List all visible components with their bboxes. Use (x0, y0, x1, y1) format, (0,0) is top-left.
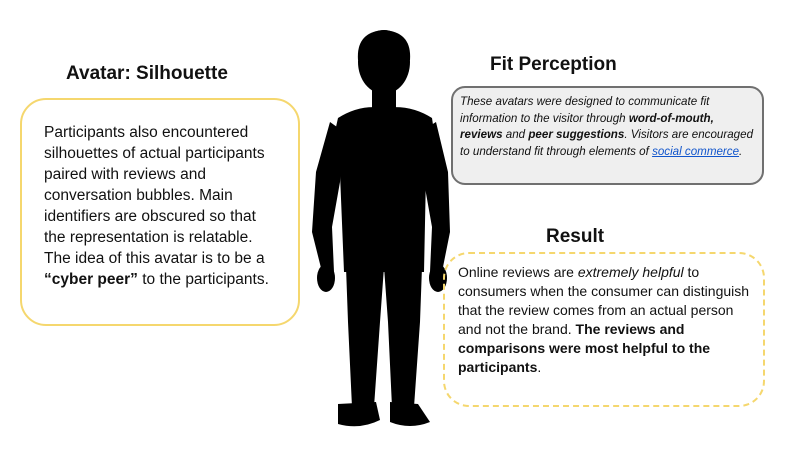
cyber-peer-bold: “cyber peer” (44, 271, 138, 288)
result-text-2: to consumers when the consumer can distinguish that the review comes from an actual person and not the brand. (458, 264, 750, 337)
social-commerce-link[interactable]: social commerce (652, 144, 740, 158)
avatar-description-text: Participants also encountered silhouettes of actual participants paired with reviews and conversation bubbles. Main identifiers are obscured so that the representation is relatable. The idea of this avatar is to be a (44, 124, 265, 267)
fit-text-3: . Visitors are encouraged to understand fit through elements of (460, 128, 754, 158)
person-silhouette-icon (300, 22, 460, 442)
fit-perception-title: Fit Perception (490, 54, 617, 75)
fit-text-2: and (502, 128, 529, 141)
fit-text-4: . (739, 144, 743, 158)
result-title: Result (546, 226, 605, 247)
result-box (443, 252, 765, 407)
result-text-3: . (537, 359, 542, 375)
result-text-1: Online reviews are (458, 264, 578, 280)
avatar-silhouette-title: Avatar: Silhouette (66, 63, 228, 84)
fit-bold-1: word-of-mouth, reviews (460, 111, 714, 141)
avatar-description-tail: to the participants. (137, 271, 269, 288)
fit-perception-box (451, 86, 764, 185)
result-italic: extremely helpful (577, 264, 684, 280)
fit-bold-2: peer suggestions (528, 128, 625, 141)
avatar-description-box (20, 98, 300, 326)
result-bold: The reviews and comparisons were most helpful to the participants (458, 321, 711, 375)
fit-text-1: These avatars were designed to communicate fit information to the visitor through (460, 95, 710, 125)
